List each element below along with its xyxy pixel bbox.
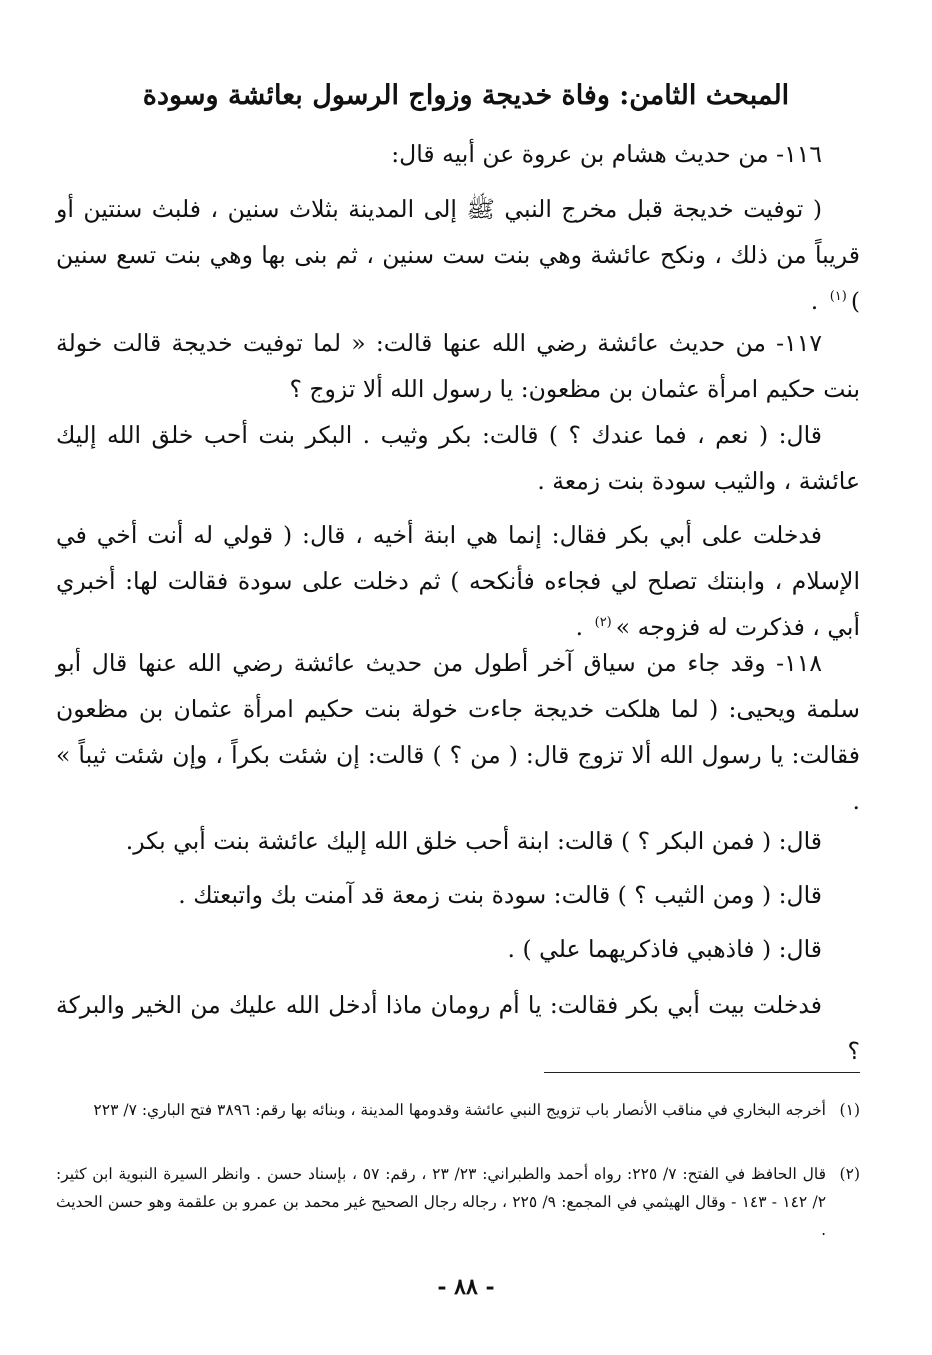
footnote-ref-2[interactable]: (٢) — [594, 615, 612, 631]
footnote-text: أخرجه البخاري في مناقب الأنصار باب تزويج النبي عائشة وقدومها المدينة ، وبنائه بها رقم: ٣٨٩٦ فتح الباري: ٧/ ٢٢٣ — [93, 1101, 826, 1119]
footnote-divider — [544, 1072, 860, 1073]
paragraph-117-abubakr: فدخلت على أبي بكر فقال: إنما هي ابنة أخيه ، قال: ( قولي له أنت أخي في الإسلام ، وابنتك تصلح لي فجاءه فأنكحه ) ثم دخلت على سودة فقالت لها: أخبري أبي ، فذكرت له فزوجه »$^{(٢)}$ . — [56, 521, 860, 641]
paragraph-117-intro: ١١٧- من حديث عائشة رضي الله عنها قالت: « لما توفيت خديجة قالت خولة بنت حكيم امرأة عثمان بن مظعون: يا رسول الله ألا تزوج ؟ — [56, 329, 860, 403]
page-number: - ٨٨ - — [437, 1274, 495, 1300]
paragraph-118-umm-ruman: فدخلت بيت أبي بكر فقالت: يا أم رومان ماذا أدخل الله عليك من الخير والبركة ؟ — [56, 991, 860, 1065]
footnote-2 — [56, 1160, 860, 1244]
paragraph-117-reply: قال: ( نعم ، فما عندك ؟ ) قالت: بكر وثيب . البكر بنت أحب خلق الله إليك عائشة ، والثيب سودة بنت زمعة . — [56, 421, 860, 495]
paragraph-118-go: قال: ( فاذهبي فاذكريهما علي ) . — [507, 935, 822, 963]
paragraph-116-hadith: ( توفيت خديجة قبل مخرج النبي ﷺ إلى المدينة بثلاث سنين ، فلبث سنتين أو قريباً من ذلك ، ونكح عائشة وهي بنت ست سنين ، ثم بنى بها وهي بنت تسع سنين )$^{(١)}$ . — [56, 195, 860, 315]
footnote-number: (٢) — [839, 1165, 860, 1183]
footnote-1 — [56, 1096, 860, 1124]
footnote-number: (١) — [839, 1101, 860, 1119]
paragraph-118-bikr: قال: ( فمن البكر ؟ ) قالت: ابنة أحب خلق الله إليك عائشة بنت أبي بكر. — [125, 827, 822, 855]
section-title: المبحث الثامن: وفاة خديجة وزواج الرسول بعائشة وسودة — [142, 80, 790, 111]
paragraph-116-intro: ١١٦- من حديث هشام بن عروة عن أبيه قال: — [391, 140, 822, 168]
paragraph-118-thayyib: قال: ( ومن الثيب ؟ ) قالت: سودة بنت زمعة قد آمنت بك واتبعتك . — [178, 881, 822, 909]
footnote-text: قال الحافظ في الفتح: ٧/ ٢٢٥: رواه أحمد والطبراني: ٢٣/ ٢٣ ، رقم: ٥٧ ، بإسناد حسن . وانظر السيرة النبوية ابن كثير: ٢/ ١٤٢ - ١٤٣ - وقال الهيثمي في المجمع: ٩/ ٢٢٥ ، رجاله رجال الصحيح غير محمد بن عمرو بن علقمة وهو حسن الحديث . — [56, 1165, 827, 1239]
paragraph-118-intro: ١١٨- وقد جاء من سياق آخر أطول من حديث عائشة رضي الله عنها قال أبو سلمة ويحيى: ( لما هلكت خديجة جاءت خولة بنت حكيم امرأة عثمان بن مظعون فقالت: يا رسول الله ألا تزوج قال: ( من ؟ ) قالت: إن شئت بكراً ، وإن شئت ثيباً » . — [56, 649, 860, 815]
footnote-ref-1[interactable]: (١) — [829, 289, 847, 305]
